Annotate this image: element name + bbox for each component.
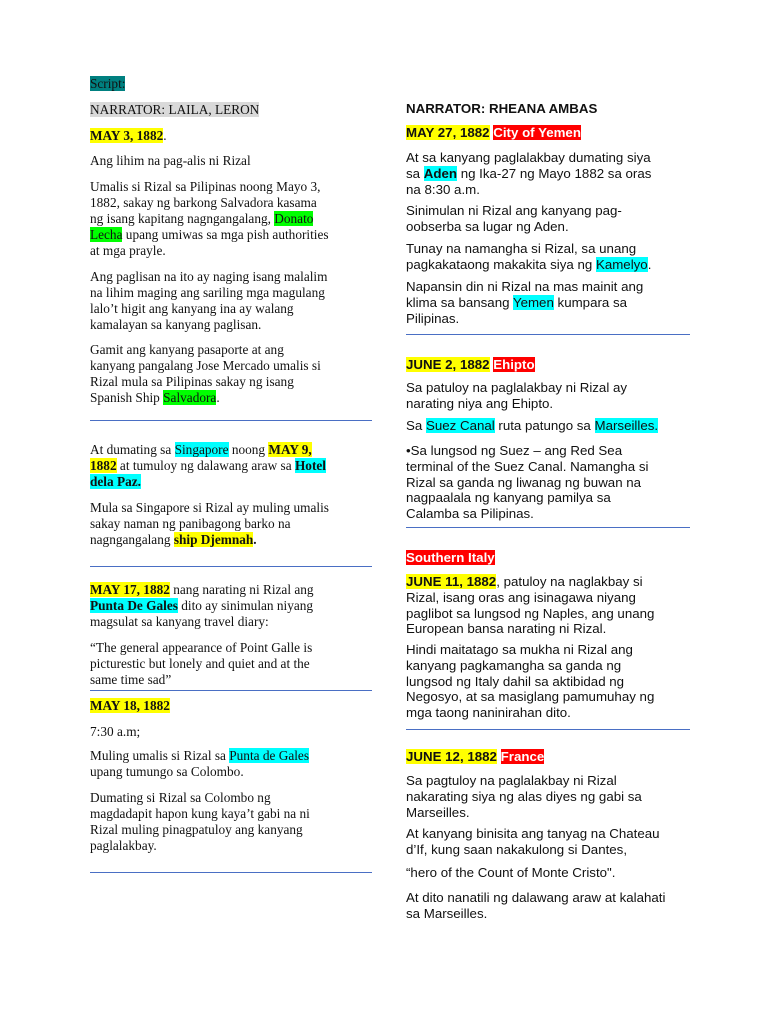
r2-date: JUNE 2, 1882: [406, 357, 490, 372]
s4-place: Punta de Gales: [229, 748, 310, 763]
r1-p3-l2-pre: pagkakataong makakita siya ng: [406, 256, 596, 272]
s2-p2-l2: sakay naman ng panibagong barko na: [90, 516, 291, 531]
script-label: Script:: [90, 76, 126, 91]
r3-p2-l3: lungsod ng Italy dahil sa aktibidad ng: [406, 673, 625, 689]
r3-p1-l3: paglibot sa lungsod ng Naples, ang unang: [406, 605, 655, 621]
s1-p2-l5: at mga prayle.: [90, 243, 166, 258]
s1-p2-l3-text: ng isang kapitang nagngangalang,: [90, 211, 275, 226]
r1-p2: [406, 203, 690, 235]
s1-p4-l4-text: Spanish Ship: [90, 390, 164, 405]
r1-place: City of Yemen: [493, 125, 581, 140]
s4-p2: [90, 790, 372, 854]
s2-ship: ship Djemnah: [173, 532, 254, 547]
r3-p1: [406, 574, 690, 637]
divider-right-3: [406, 729, 690, 730]
s4-l4: magdadapit hapon kung kaya’t gabi na ni: [90, 806, 310, 821]
r1-date: MAY 27, 1882: [406, 125, 490, 140]
r1-p4: [406, 279, 690, 326]
s1-p2-l2: 1882, sakay ng barkong Salvadora kasama: [90, 195, 317, 210]
s4-date: MAY 18, 1882: [90, 698, 170, 713]
r3-p1-l1-rest: , patuloy na naglakbay si: [496, 574, 643, 589]
divider-left-3: [90, 690, 372, 691]
r2-place: Ehipto: [493, 357, 535, 372]
s1-p4: [90, 342, 372, 406]
r1-p4-l2: [406, 295, 690, 311]
s2-l1: [90, 442, 372, 458]
r4-date: JUNE 12, 1882: [406, 749, 497, 764]
s1-p4-l4: [90, 390, 372, 406]
r1-p1-l2-pre: sa: [406, 165, 424, 181]
s2-singapore: Singapore: [174, 442, 229, 457]
r1-date-line: [406, 125, 690, 141]
s1-p2: [90, 179, 372, 259]
r4-place: France: [500, 749, 545, 764]
s2-p2: [90, 500, 372, 548]
s4-date-line: [90, 698, 372, 714]
s2-a-pre: At dumating sa: [90, 442, 175, 457]
narrator-left: NARRATOR: LAILA, LERON: [90, 102, 260, 117]
r1-p3-l1: Tunay na namangha si Rizal, sa unang: [406, 241, 637, 256]
r4-p2-l1: At kanyang binisita ang tanyag na Chateau: [406, 826, 660, 841]
r1-p2-l1: Sinimulan ni Rizal ang kanyang pag-: [406, 203, 622, 218]
r4-p4: [406, 890, 690, 922]
s2-p2-l1: Mula sa Singapore si Rizal ay muling umalis: [90, 500, 329, 515]
r1-kamelyo: Kamelyo: [595, 256, 648, 272]
r2-suez-canal: Suez Canal: [425, 418, 495, 433]
r1-p3-l2: [406, 257, 690, 273]
r3-p2-l2: kanyang pagkamangha sa ganda ng: [406, 657, 622, 673]
s4-l5: Rizal muling pinagpatuloy ang kanyang: [90, 822, 303, 837]
r3-p2-l1: Hindi maitatago sa mukha ni Rizal ang: [406, 642, 633, 657]
s3-l1: [90, 582, 372, 598]
s3-l1-rest: nang narating ni Rizal ang: [169, 582, 314, 597]
s4-l1: [90, 748, 372, 764]
s2-p2-end: .: [253, 532, 257, 547]
r1-yemen: Yemen: [512, 294, 554, 310]
s1-date-line: [90, 128, 372, 144]
s1-date-suffix: .: [163, 128, 167, 143]
s2-p2-l3-text: nagngangalang: [90, 532, 174, 547]
s2-hotel-part1: Hotel: [294, 458, 326, 473]
s4-p1: [90, 748, 372, 780]
r4-p1: [406, 773, 690, 820]
divider-right-2: [406, 527, 690, 528]
r1-p4-l1: Napansin din ni Rizal na mas mainit ang: [406, 279, 644, 294]
s1-date: MAY 3, 1882: [90, 128, 164, 143]
r2-p3-l1: •Sa lungsod ng Suez – ang Red Sea: [406, 443, 623, 458]
r2-p3-l2: terminal of the Suez Canal. Namangha si: [406, 458, 649, 474]
divider-left-1: [90, 420, 372, 421]
s1-p2-l4-rest: upang umiwas sa mga pish authorities: [122, 227, 329, 242]
s2-hotel-part2: dela Paz.: [90, 474, 141, 489]
s2-p1: [90, 442, 372, 490]
r4-p2-l2: d’If, kung saan nakakulong si Dantes,: [406, 841, 628, 857]
s3-q2: picturestic but lonely and quiet and at the: [90, 656, 310, 671]
r4-p1-l3: Marseilles.: [406, 804, 470, 820]
r1-aden: Aden: [423, 165, 457, 181]
r2-date-line: [406, 357, 690, 373]
s3-quote: [90, 640, 372, 688]
s4-l1-pre: Muling umalis si Rizal sa: [90, 748, 230, 763]
r2-p1-l1: Sa patuloy na paglalakbay ni Rizal ay: [406, 380, 628, 395]
s4-l6: paglalakbay.: [90, 838, 157, 853]
s2-date-part2: 1882: [90, 458, 117, 473]
r2-p3-l5: Calamba sa Pilipinas.: [406, 506, 534, 522]
r2-p2-mid: ruta patungo sa: [494, 418, 595, 433]
s1-p3-l2: na lihim maging ang sariling mga magulang: [90, 285, 325, 300]
s3-q1: “The general appearance of Point Galle is: [90, 640, 313, 655]
s2-date-part1: MAY 9,: [268, 442, 312, 457]
r1-p1-l1: At sa kanyang paglalakbay dumating siya: [406, 150, 651, 165]
r3-p1-l2: Rizal, isang oras ang isinagawa niyang: [406, 589, 636, 605]
r3-p2-l4: Negosyo, at sa masiglang pamumuhay ng: [406, 689, 655, 705]
s1-p2-hl1: Donato: [274, 211, 314, 226]
s3-p1: [90, 582, 372, 630]
s1-p4-end: .: [216, 390, 220, 405]
r4-p1-l1: Sa pagtuloy na paglalakbay ni Rizal: [406, 773, 617, 788]
narrator-left-line: [90, 102, 372, 118]
r2-p3-l4: nagpaalala ng kanyang pamilya sa: [406, 490, 611, 506]
r2-p2-pre: Sa: [406, 418, 426, 433]
s1-p3: [90, 269, 372, 333]
s1-p3-l1: Ang paglisan na ito ay naging isang malalim: [90, 269, 328, 284]
s2-a-mid: noong: [228, 442, 269, 457]
r4-p4-l2: sa Marseilles.: [406, 905, 488, 921]
r3-p2: [406, 642, 690, 721]
r1-p4-l2-rest: kumpara sa: [553, 294, 628, 310]
s3-place: Punta De Gales: [90, 598, 178, 613]
r4-date-line: [406, 749, 690, 765]
r1-p4-l3: Pilipinas.: [406, 310, 460, 326]
s3-l2-rest: dito ay sinimulan niyang: [177, 598, 314, 613]
s3-q3: same time sad”: [90, 672, 172, 687]
s1-p3-l3: lalo’t higit ang kanyang ina ay walang: [90, 301, 294, 316]
r1-p3-l2-end: .: [647, 256, 652, 272]
r3-region-line: [406, 550, 690, 566]
r4-p3: “hero of the Count of Monte Cristo".: [406, 865, 616, 880]
r4-p1-l2: nakarating siya ng alas diyes ng gabi sa: [406, 788, 642, 804]
r2-marseilles: Marseilles.: [594, 418, 659, 433]
r3-p1-l4: European bansa narating ni Rizal.: [406, 621, 607, 637]
s3-date: MAY 17, 1882: [90, 582, 170, 597]
s1-p2-l4: [90, 227, 372, 243]
s1-p4-l3: Rizal mula sa Pilipinas sakay ng isang: [90, 374, 294, 389]
r3-region: Southern Italy: [406, 550, 495, 565]
s2-l2: [90, 458, 372, 474]
s4-l2: upang tumungo sa Colombo.: [90, 764, 244, 779]
r4-p2: [406, 826, 690, 858]
r1-p1: [406, 150, 690, 197]
r2-p1-l2: narating niya ang Ehipto.: [406, 395, 554, 411]
s2-p2-l3: [90, 532, 372, 548]
r3-p1-l1: [406, 574, 690, 590]
s1-p1: Ang lihim na pag-alis ni Rizal: [90, 153, 251, 168]
divider-left-2: [90, 566, 372, 567]
s1-p4-l1: Gamit ang kanyang pasaporte at ang: [90, 342, 284, 357]
narrator-right-line: [406, 101, 690, 117]
s2-b-mid: at tumuloy ng dalawang araw sa: [116, 458, 295, 473]
r1-p1-l2-rest: ng Ika-27 ng Mayo 1882 sa oras: [457, 165, 652, 181]
s3-l2: [90, 598, 372, 614]
s1-p2-l3: [90, 211, 372, 227]
r1-p4-l2-pre: klima sa bansang: [406, 294, 513, 310]
s1-p3-l4: kamalayan sa kanyang paglisan.: [90, 317, 262, 332]
r1-p1-l2: [406, 166, 690, 182]
script-label-line: [90, 76, 372, 92]
s1-p2-hl2: Lecha: [90, 227, 123, 242]
s2-l3: [90, 474, 372, 490]
s1-p4-l2: kanyang pangalang Jose Mercado umalis si: [90, 358, 321, 373]
r2-p3: [406, 443, 690, 522]
r3-p2-l5: mga taong naninirahan dito.: [406, 705, 571, 721]
r2-p2-line: [406, 418, 690, 434]
narrator-right: NARRATOR: RHEANA AMBAS: [406, 101, 598, 116]
divider-left-4: [90, 872, 372, 873]
s3-l3: magsulat sa kanyang travel diary:: [90, 614, 269, 629]
s4-l3: Dumating si Rizal sa Colombo ng: [90, 790, 271, 805]
r1-p3: [406, 241, 690, 273]
r1-p2-l2: oobserba sa lugar ng Aden.: [406, 218, 569, 234]
r1-p1-l3: na 8:30 a.m.: [406, 181, 480, 197]
s1-p2-l1: Umalis si Rizal sa Pilipinas noong Mayo 3,: [90, 179, 321, 194]
r3-date: JUNE 11, 1882: [406, 574, 497, 589]
s4-time: 7:30 a.m;: [90, 724, 141, 739]
s1-p4-hl: Salvadora: [163, 390, 217, 405]
r2-p2: [406, 418, 690, 434]
r4-p4-l1: At dito nanatili ng dalawang araw at kalahati: [406, 890, 666, 905]
r2-p3-l3: Rizal sa ganda ng liwanag ng buwan na: [406, 474, 642, 490]
r2-p1: [406, 380, 690, 412]
divider-right-1: [406, 334, 690, 335]
